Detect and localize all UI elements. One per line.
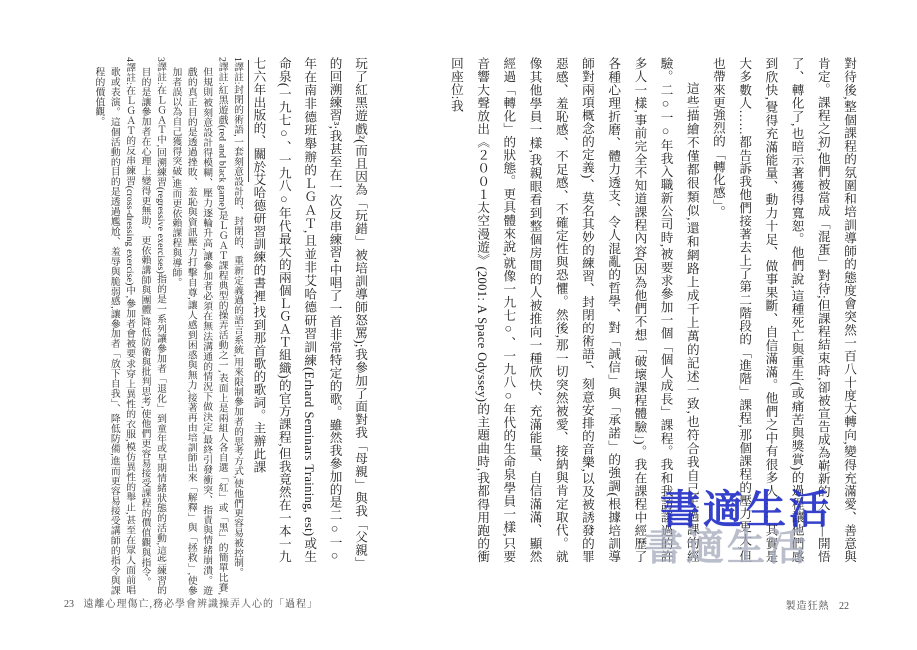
running-title: 製造狂熱 <box>785 601 830 612</box>
right-page-body <box>448 57 862 563</box>
footnote-3: 3譯註:在ＬＧＡＴ中,回溯練習(regressive exercises)指的是一系列讓參加者「退化」到童年或早期情緒狀態的活動,這些練習的目的是讓參加者在心理上變得更無助、更依賴講師與團體,降低防衛與批判思考,使他們更容易接受課程的價值觀與指令。 <box>139 57 166 595</box>
paragraph: 這些描繪不僅都很類似,還和網路上成千上萬的記述一致,也符合我自己上過課的經驗。二○一○年我入職新公司時,被要求參加一個「個人成長」課程。我和我訪談過的許多人一樣,事前完全不知道課程內容(因為他們不想「破壞課程體驗」)。我在課程中經歷了各種心理折磨、體力透支、令人混亂的哲學、對「誠信」與「承諾」的強調(根據培訓導師對兩項概念的定義)、莫名其妙的練習、封閉的術語¹、刻意安排的音樂,以及被誘發的罪惡感、羞恥感、不足感、不確定性與恐懼。然後,那一切突然被愛、接納與肯定取代。就像其他學員一樣,我親眼看到整個房間的人被推向一種欣快、充滿能量、自信滿滿、顯然經過「轉化」的狀態。更具體來說,就像一九七○、一九八○年代的生命泉學員一樣,只要音響大聲放出《２００１太空漫遊》(2001: A Space Odyssey)的主題曲時,我都得用跑的衝回座位:我 <box>448 57 699 563</box>
page-number: 23 <box>64 599 74 610</box>
left-page-footer <box>58 595 318 610</box>
footnote-2: 2譯註:紅黑遊戲(red and black game)是ＬＧＡＴ課程典型的操弄活動之一,表面上是兩組人各自選「紅」或「黑」的簡單比賽,但規則被刻意設計得模糊、壓力逐輪升高,讓參加者必須在無法溝通的情況下做決定,最終引發衝突、指責與情緒崩潰。遊戲的真正目的是透過挫敗、羞恥與資訊壓力打擊自尊,讓人感到困惑與無力,接著再由培訓師出來「解釋」與「拯救」,使參加者誤以為自己獲得突破,進而更依賴課程與導師。 <box>170 57 228 595</box>
footnote-separator-rule <box>248 60 249 182</box>
right-page-footer <box>786 597 856 612</box>
watermark-front: 書適生活 <box>660 487 832 532</box>
paragraph: 對待後,整個課程的氛圍和培訓導師的態度會突然一百八十度大轉向,變得充滿愛、善意與肯定。課程之初,他們被當成「混蛋」對待;但課程結束時,卻被宣告成為嶄新的人——開悟了、轉化了,也暗示著獲得寬恕。他們說,這種死亡與重生(或痛苦與獎賞)的過程讓他們感到欣快,覺得充滿能量、動力十足、做事果斷、自信滿滿。他們之中有很多人……其實是大多數人……都告訴我他們接著去上了第二階段的「進階」課程,那個課程的壓力更大,但也帶來更強烈的「轉化感」。 <box>710 57 856 563</box>
paragraph: 玩了紅黑遊戲²(而且因為「玩錯」被培訓導師怒罵);我參加了面對我「母親」與我「父親」的回溯練習³;我甚至在一次反串練習⁴中唱了一首非常特定的歌。雖然我參加的是二○一○年在南非德班舉辦的ＬＧＡＴ,且並非艾哈德研習訓練(Erhard Seminars Training, est)或生命泉(一九七○、一九八○年代最大的兩個ＬＧＡＴ組織)的官方課程,但我竟然在一本一九七六年出版的、關於艾哈德研習訓練的書裡,找到那首歌的歌詞。主辦此課 <box>251 57 367 563</box>
left-page-body <box>240 57 372 563</box>
page-number: 22 <box>839 601 849 612</box>
watermark-back: 書適生活 <box>645 527 810 569</box>
running-title: 遠離心理傷亡,務必學會辨識操弄人心的「過程」 <box>83 599 318 610</box>
footnote-block <box>32 57 245 595</box>
footnote-4: 4譯註:在ＬＧＡＴ的反串練習(cross-dressing exercise)中,參加者會被要求穿上異性的衣服,模仿異性的舉止,甚至在眾人面前唱歌或表演。這個活動的目的是透過尷尬、羞辱與脆弱感,讓參加者「放下自我」、降低防備,進而更容易接受講師的指令與課程的價值觀。 <box>93 57 136 595</box>
footnote-1: 1譯註:封閉的術語,一套刻意設計的、封閉的、重新定義過的語言系統,用來限制參加者的思考方式,使他們更容易被控制。 <box>232 57 243 578</box>
